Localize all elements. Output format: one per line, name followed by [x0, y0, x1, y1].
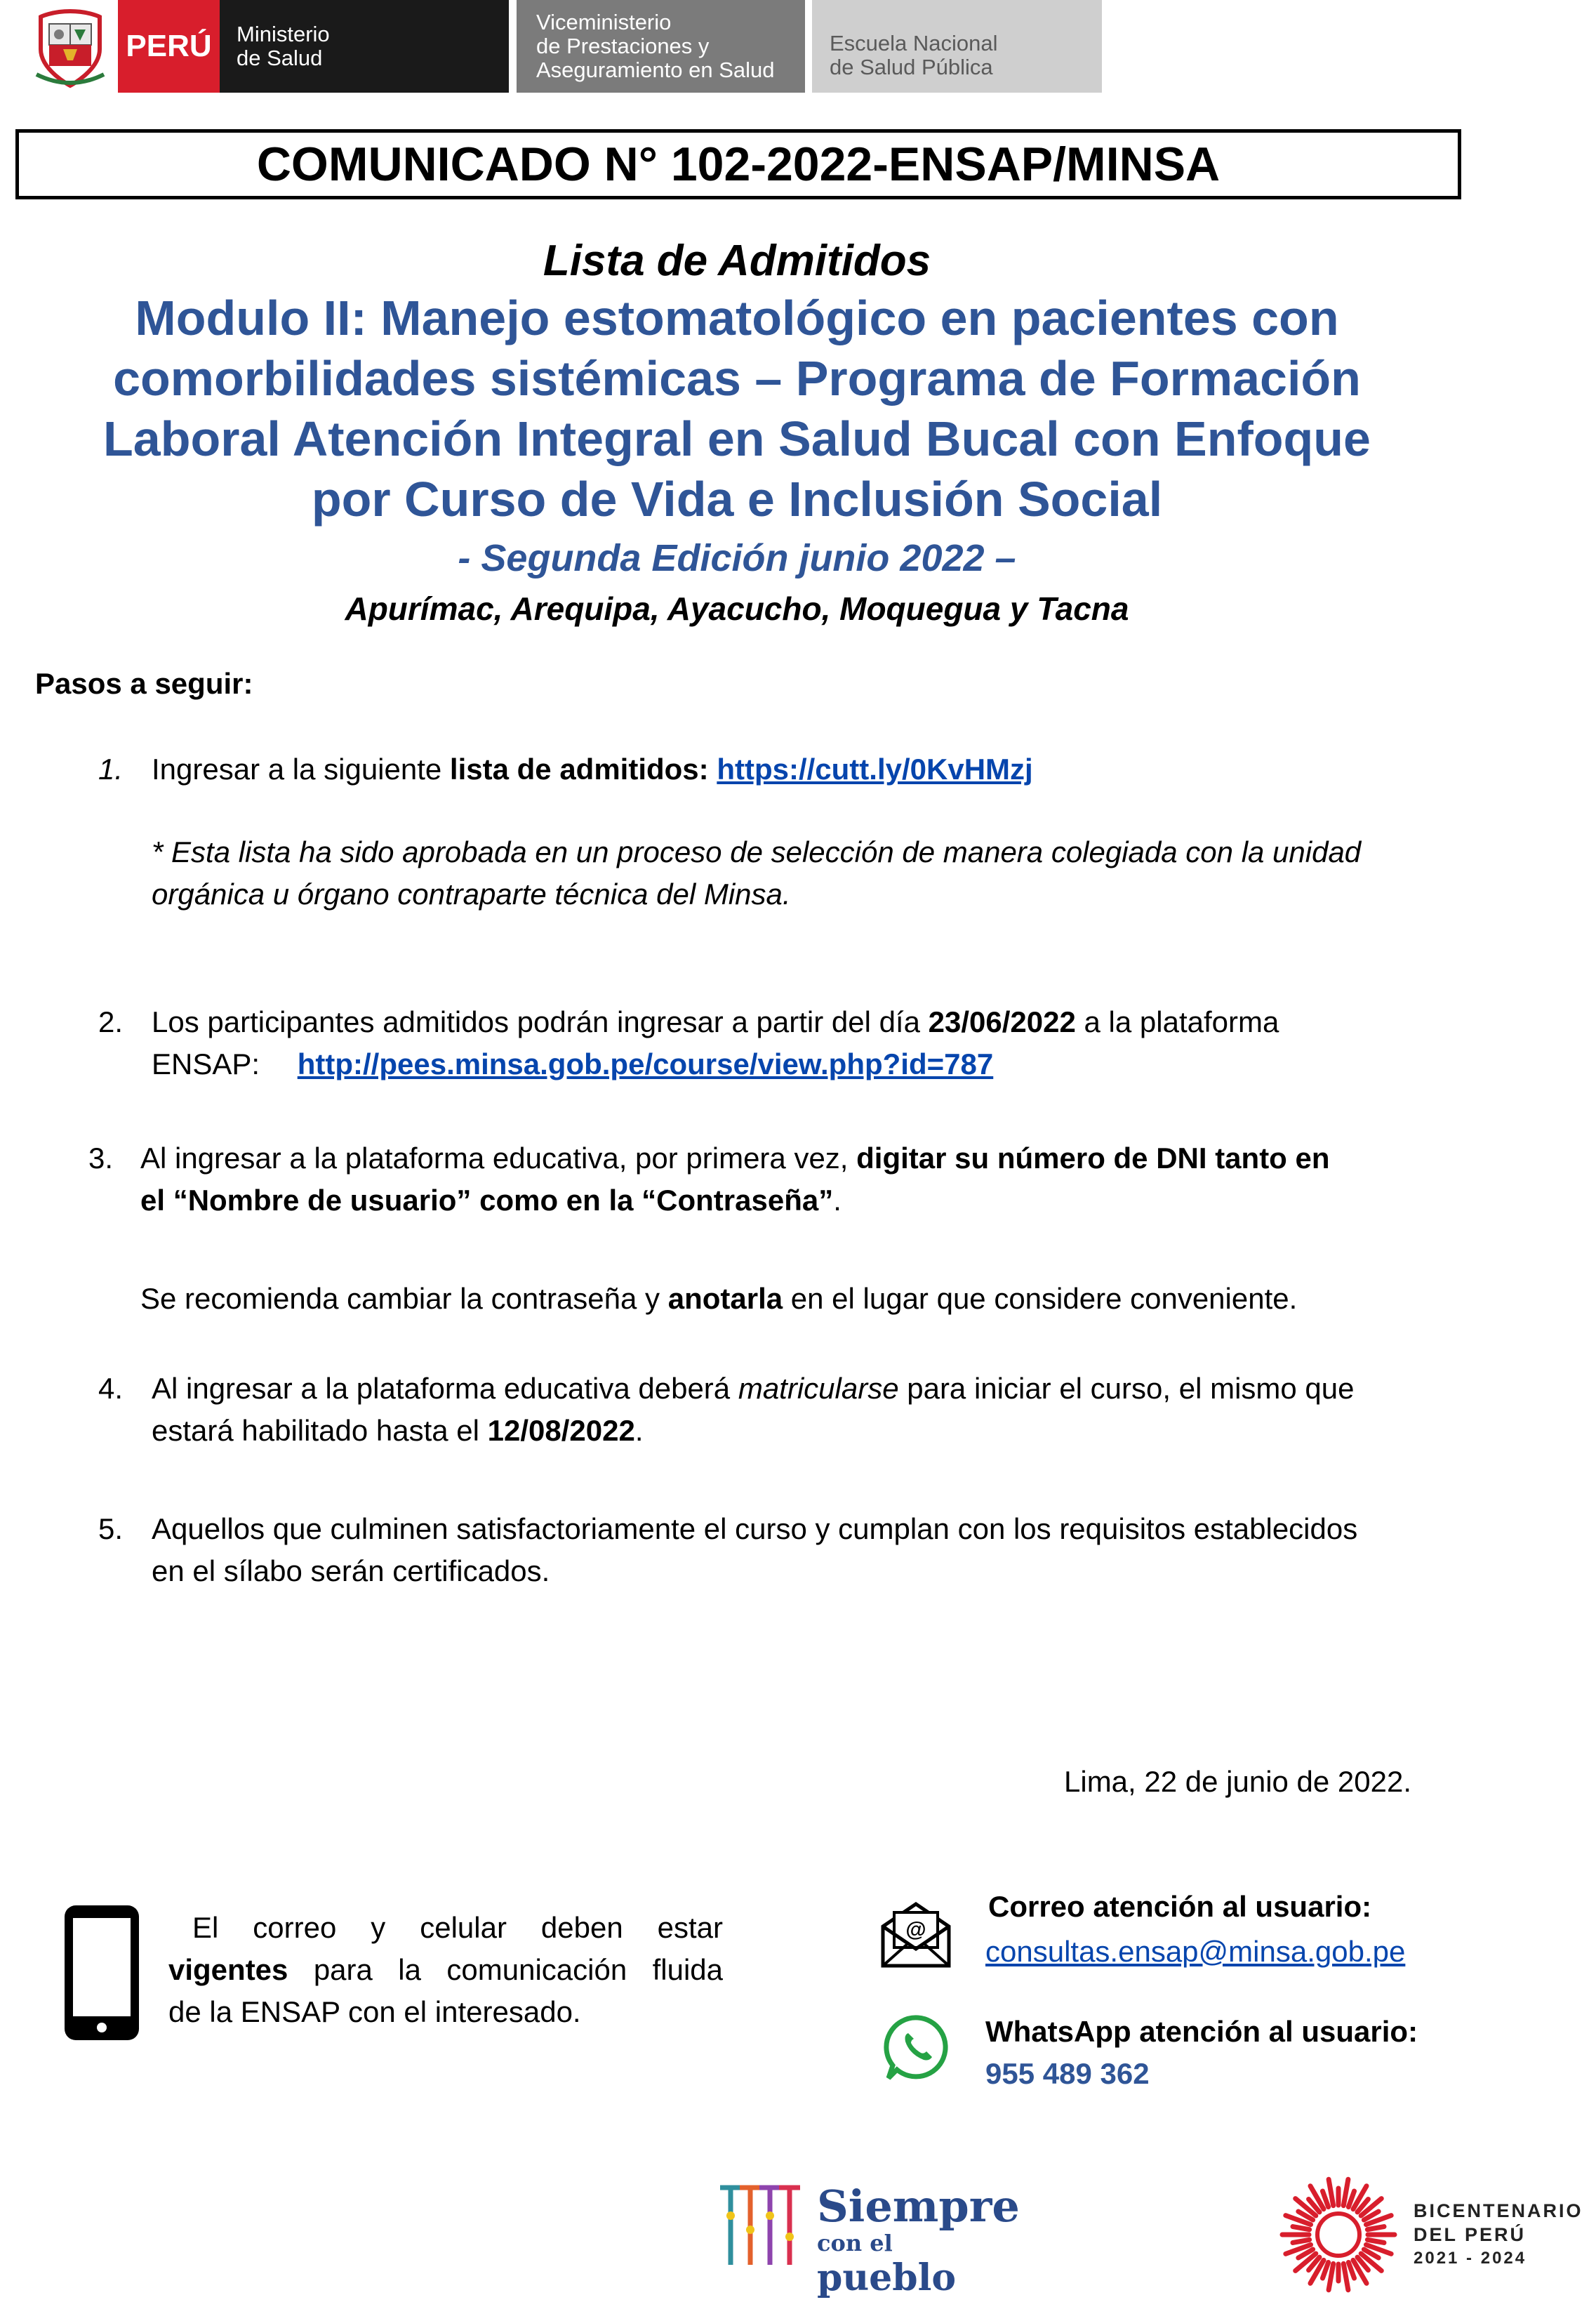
regions-line: Apurímac, Arequipa, Ayacucho, Moquegua y Tacna [345, 590, 1129, 627]
step-4-text-b: para iniciar el curso, el mismo que [898, 1372, 1355, 1405]
bicentenario-line1: BICENTENARIO [1414, 2200, 1583, 2221]
support-email-link[interactable]: consultas.ensap@minsa.gob.pe [985, 1935, 1406, 1968]
step-4-italic: matricularse [738, 1372, 899, 1405]
place-date: Lima, 22 de junio de 2022. [1064, 1765, 1412, 1798]
step-3-rec-b: en el lugar que considere conveniente. [783, 1282, 1298, 1315]
step-1-text [152, 748, 1033, 791]
step-3-recommendation [140, 1278, 1297, 1320]
phone-note [168, 1907, 723, 2033]
siempre-line1: Siempre [817, 2181, 1020, 2232]
phone-note-bold: vigentes [168, 1953, 288, 1986]
step-3-bold-b: el “Nombre de usuario” como en la “Contraseña” [140, 1184, 834, 1217]
sun-ray [1343, 2179, 1348, 2205]
step-4-number: 4. [98, 1372, 124, 1405]
peru-shield-logo [31, 7, 109, 90]
phone-note-d: . [572, 1995, 581, 2028]
step-2-date: 23/06/2022 [928, 1005, 1076, 1038]
step-1-note [152, 831, 1361, 915]
step-2-text-a: Los participantes admitidos podrán ingresar a partir del día [152, 1005, 929, 1038]
step-3-number: 3. [88, 1142, 114, 1175]
step-5-number: 5. [98, 1512, 124, 1545]
vice-line2: de Prestaciones y [536, 34, 710, 58]
comunicado-title [15, 129, 1461, 199]
step-3-text-b: . [833, 1184, 842, 1217]
step-3-text-a: Al ingresar a la plataforma educativa, por primera vez, [140, 1142, 857, 1175]
bicentenario-line3: 2021 - 2024 [1414, 2249, 1527, 2268]
sun-ray [1367, 2227, 1384, 2230]
sun-ray [1367, 2240, 1384, 2242]
ministerio-line1: Ministerio [237, 22, 330, 46]
step-4-text-a: Al ingresar a la plataforma educativa deberá [152, 1372, 738, 1405]
platform-link[interactable]: http://pees.minsa.gob.pe/course/view.php?id=787 [297, 1047, 994, 1080]
step-1-text-a: Ingresar a la siguiente [152, 753, 450, 786]
sun-ray [1329, 2263, 1334, 2289]
peru-flag-block [118, 0, 220, 93]
step-4-text-c: estará habilitado hasta el [152, 1414, 488, 1447]
sun-ray [1293, 2227, 1310, 2230]
peru-label: PERÚ [126, 29, 212, 63]
bicentenario-line2: DEL PERÚ [1414, 2224, 1527, 2245]
step-3-bold-a: digitar su número de DNI tanto en [856, 1142, 1330, 1175]
step-2-text [152, 1001, 1279, 1085]
step-2-number: 2. [98, 1005, 124, 1038]
ministerio-line2: de Salud [237, 46, 323, 70]
course-line-4: por Curso de Vida e Inclusión Social [311, 472, 1163, 527]
siempre-line2b: pueblo [817, 2256, 957, 2299]
whatsapp-number: 955 489 362 [985, 2057, 1150, 2090]
viceministerio-block [517, 0, 805, 93]
email-envelope-icon [879, 1900, 953, 1970]
step-5-line1: Aquellos que culminen satisfactoriamente el curso y cumplan con los requisitos establecidos [152, 1512, 1358, 1545]
sun-ray [1293, 2240, 1310, 2242]
bicentenario-logo [1279, 2175, 1583, 2294]
vice-line3: Aseguramiento en Salud [536, 58, 775, 82]
escuela-line2: de Salud Pública [830, 55, 993, 79]
sun-ray [1329, 2179, 1334, 2205]
step-1-note-line2: orgánica u órgano contraparte técnica del Minsa. [152, 878, 791, 911]
comunicado-title-text: COMUNICADO N° 102-2022-ENSAP/MINSA [256, 138, 1221, 191]
course-line-3: Laboral Atención Integral en Salud Bucal con Enfoque [103, 411, 1371, 466]
step-2-text-c: ENSAP: [152, 1047, 260, 1080]
step-5-text [152, 1508, 1357, 1592]
mobile-phone-icon [62, 1903, 142, 2043]
email-heading: Correo atención al usuario: [988, 1890, 1372, 1923]
ministerio-block [220, 0, 509, 93]
lista-admitidos-subtitle: Lista de Admitidos [543, 237, 931, 285]
escuela-line1: Escuela Nacional [830, 31, 998, 55]
svg-text:@: @ [905, 1918, 926, 1941]
phone-note-a: El correo y celular deben estar [192, 1911, 723, 1944]
step-1-text-bold: lista de admitidos: [449, 753, 709, 786]
admitted-list-link[interactable]: https://cutt.ly/0KvHMzj [717, 753, 1033, 786]
vice-line1: Viceministerio [536, 10, 672, 34]
sun-ray [1343, 2263, 1348, 2289]
step-3-text [140, 1137, 1330, 1222]
siempre-line2 [817, 2230, 1008, 2299]
whatsapp-heading: WhatsApp atención al usuario: [985, 2015, 1418, 2048]
step-4-text-d: . [634, 1414, 644, 1447]
step-1-number: 1. [98, 753, 124, 786]
edition-line: - Segunda Edición junio 2022 – [458, 537, 1016, 579]
step-4-text [152, 1368, 1355, 1452]
whatsapp-icon [883, 2012, 953, 2082]
step-4-date: 12/08/2022 [487, 1414, 635, 1447]
steps-heading: Pasos a seguir: [35, 667, 253, 700]
step-2-text-b: a la plataforma [1075, 1005, 1279, 1038]
course-line-1: Modulo II: Manejo estomatológico en pacientes con [135, 291, 1339, 345]
step-3-rec-bold: anotarla [667, 1282, 783, 1315]
course-title [0, 288, 1474, 529]
phone-note-c: de la ENSAP con el interesado [168, 1995, 573, 2028]
step-5-line2: en el sílabo serán certificados. [152, 1554, 550, 1587]
siempre-con-el-pueblo-logo [713, 2174, 1020, 2299]
phone-note-b: para la comunicación fluida [288, 1953, 723, 1986]
siempre-line2a: con el [817, 2230, 893, 2256]
escuela-block [812, 0, 1102, 93]
step-1-note-line1: * Esta lista ha sido aprobada en un proceso de selección de manera colegiada con la unidad [152, 835, 1362, 868]
course-line-2: comorbilidades sistémicas – Programa de Formación [113, 351, 1361, 406]
step-3-rec-a: Se recomienda cambiar la contraseña y [140, 1282, 668, 1315]
